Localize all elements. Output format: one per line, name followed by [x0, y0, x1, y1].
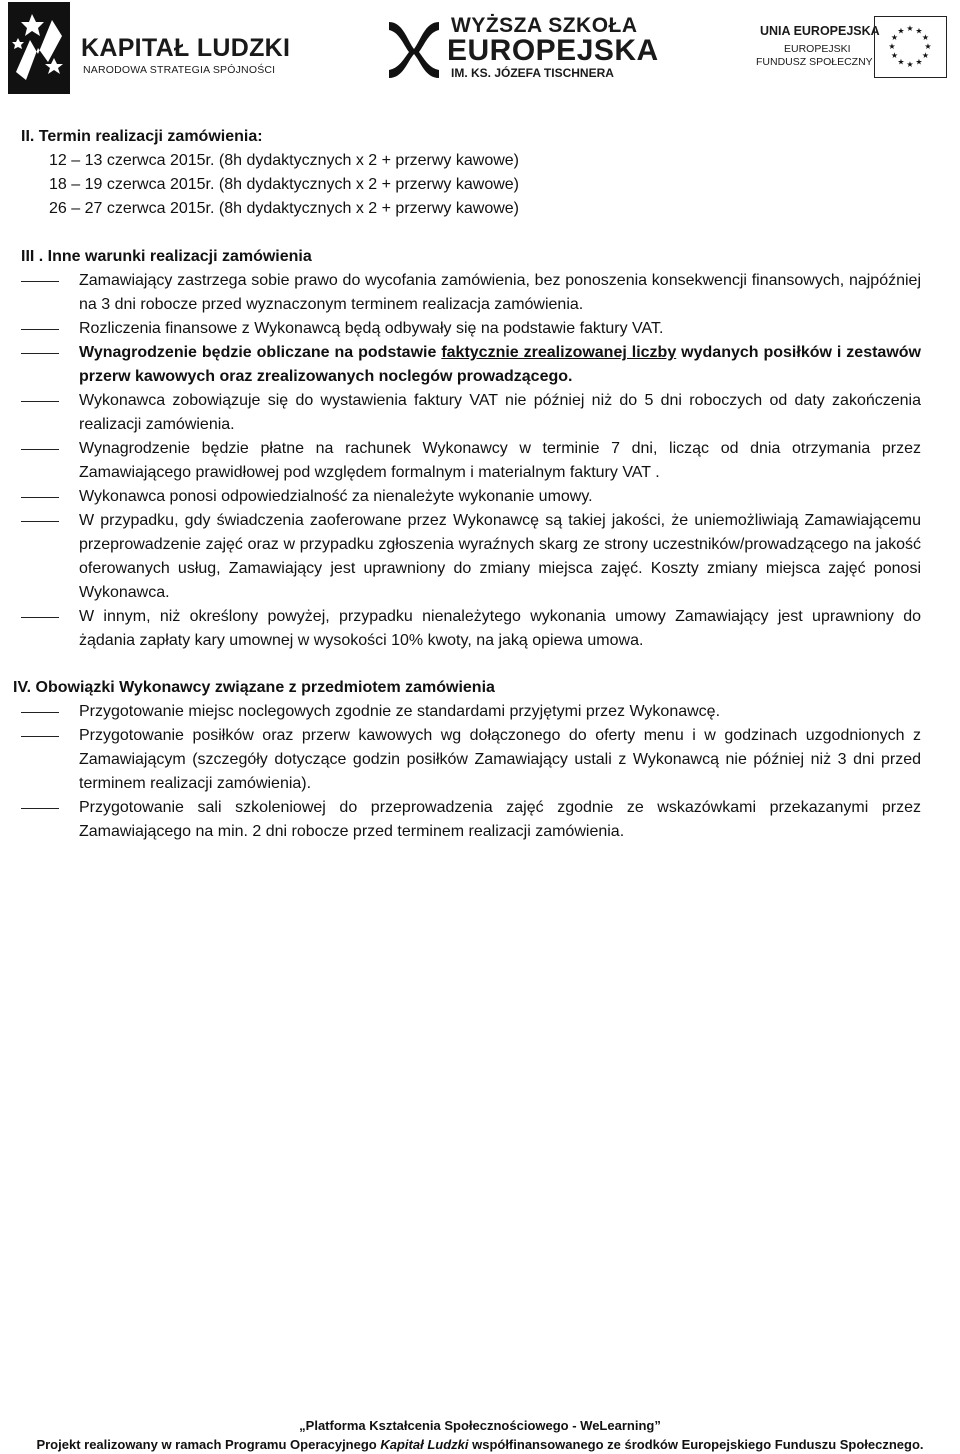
dash-bullet	[21, 521, 59, 522]
svg-text:★: ★	[921, 51, 930, 60]
kapital-ludzki-emblem-icon	[8, 2, 70, 94]
dash-bullet	[21, 353, 59, 354]
list-item: Przygotowanie miejsc noclegowych zgodnie ze standardami przyjętymi przez Wykonawcę.	[79, 703, 721, 720]
wse-logo	[385, 12, 659, 82]
dash-bullet	[21, 712, 59, 713]
ue-logo	[738, 16, 948, 80]
svg-text:★: ★	[890, 33, 899, 42]
wse-line3: IM. KS. JÓZEFA TISCHNERA	[451, 66, 614, 80]
footer-text: współfinansowanego ze środków Europejskiego Funduszu Społecznego.	[468, 1437, 924, 1452]
svg-text:★: ★	[924, 42, 932, 51]
wse-line2: EUROPEJSKA	[447, 34, 659, 67]
ue-line3: FUNDUSZ SPOŁECZNY	[756, 56, 873, 68]
list-item: Przygotowanie sali szkoleniowej do przeprowadzenia zajęć zgodnie ze wskazówkami przekazanymi przez Zamawiającego na min. 2 dni robocze przed terminem realizacji zamówienia.	[79, 799, 921, 840]
svg-text:★: ★	[890, 51, 899, 60]
list-item: Wykonawca ponosi odpowiedzialność za nienależyte wykonanie umowy.	[79, 488, 593, 505]
underlined-text: faktycznie zrealizowanej liczby	[441, 344, 677, 361]
svg-text:★: ★	[888, 42, 896, 51]
list-item: Zamawiający zastrzega sobie prawo do wycofania zamówienia, bez ponoszenia konsekwencji finansowych, najpóźniej na 3 dni robocze przed wyznaczonym terminem realizacja zamówienia.	[79, 272, 921, 313]
kapital-ludzki-subtitle: NARODOWA STRATEGIA SPÓJNOŚCI	[83, 64, 276, 76]
dash-bullet	[21, 736, 59, 737]
list-item-text: Wynagrodzenie będzie obliczane na podstawie	[79, 344, 442, 361]
svg-text:★: ★	[897, 57, 905, 67]
list-item-text: wydanych posiłków i zestawów przerw kawowych oraz zrealizowanych noclegów prowadzącego.	[79, 344, 921, 385]
wse-emblem-icon	[385, 18, 443, 80]
dash-bullet	[21, 617, 59, 618]
section-3-heading: III . Inne warunki realizacji zamówienia	[21, 248, 312, 265]
list-item: Wynagrodzenie będzie płatne na rachunek Wykonawcy w terminie 7 dni, licząc od dnia otrzymania przez Zamawiającego prawidłowej pod względem formalnym i materialnym faktury VAT .	[79, 440, 921, 481]
list-item	[79, 341, 921, 389]
kapital-ludzki-logo	[8, 2, 291, 94]
dash-bullet	[21, 401, 59, 402]
ue-line1: UNIA EUROPEJSKA	[760, 24, 880, 38]
page-header	[0, 0, 960, 100]
dash-bullet	[21, 497, 59, 498]
list-item: Rozliczenia finansowe z Wykonawcą będą odbywały się na podstawie faktury VAT.	[79, 320, 664, 337]
list-item: W przypadku, gdy świadczenia zaoferowane przez Wykonawcę są takiej jakości, że uniemożliwiają Zamawiającemu przeprowadzenie zajęć oraz w przypadku zgłoszenia wyraźnych skarg ze strony uczestników/prowadzącego na jakość oferowanych usług, Zamawiający jest uprawniony do zmiany miejsca zajęć. Koszty zmiany miejsca zajęć ponosi Wykonawca.	[79, 512, 921, 601]
footer-funding-note	[0, 1437, 960, 1452]
dash-bullet	[21, 281, 59, 282]
dash-bullet	[21, 808, 59, 809]
svg-text:★: ★	[897, 26, 905, 36]
kapital-ludzki-title: KAPITAŁ LUDZKI	[81, 34, 291, 62]
date-line: 12 – 13 czerwca 2015r. (8h dydaktycznych x 2 + przerwy kawowe)	[49, 152, 519, 169]
list-item: Przygotowanie posiłków oraz przerw kawowych wg dołączonego do oferty menu i w godzinach uzgodnionych z Zamawiającym (szczegóły dotyczące godzin posiłków Zamawiający ustali z Wykonawcą nie później niż 3 dni przed terminem realizacji zamówienia).	[79, 727, 921, 792]
dash-bullet	[21, 449, 59, 450]
svg-text:★: ★	[921, 33, 930, 42]
eu-flag-icon	[874, 16, 947, 78]
footer-project-name: „Platforma Kształcenia Społecznościowego - WeLearning”	[299, 1418, 661, 1433]
footer-italic-text: Kapitał Ludzki	[380, 1437, 469, 1452]
footer-text: Projekt realizowany w ramach Programu Operacyjnego	[36, 1437, 381, 1452]
svg-text:★: ★	[906, 60, 914, 69]
svg-text:★: ★	[915, 26, 923, 36]
wse-line1: WYŻSZA SZKOŁA	[451, 14, 638, 37]
svg-text:★: ★	[906, 24, 914, 33]
ue-line2: EUROPEJSKI	[784, 43, 851, 55]
date-line: 26 – 27 czerwca 2015r. (8h dydaktycznych x 2 + przerwy kawowe)	[49, 200, 519, 217]
list-item: Wykonawca zobowiązuje się do wystawienia faktury VAT nie później niż do 5 dni roboczych od daty zakończenia realizacji zamówienia.	[79, 392, 921, 433]
section-4-heading: IV. Obowiązki Wykonawcy związane z przedmiotem zamówienia	[13, 679, 495, 696]
section-2-heading: II. Termin realizacji zamówienia:	[21, 128, 263, 145]
dash-bullet	[21, 329, 59, 330]
list-item: W innym, niż określony powyżej, przypadku nienależytego wykonania umowy Zamawiający jest uprawniony do żądania zapłaty kary umownej w wysokości 10% kwoty, na jaką opiewa umowa.	[79, 608, 921, 649]
date-line: 18 – 19 czerwca 2015r. (8h dydaktycznych x 2 + przerwy kawowe)	[49, 176, 519, 193]
svg-text:★: ★	[915, 57, 923, 67]
